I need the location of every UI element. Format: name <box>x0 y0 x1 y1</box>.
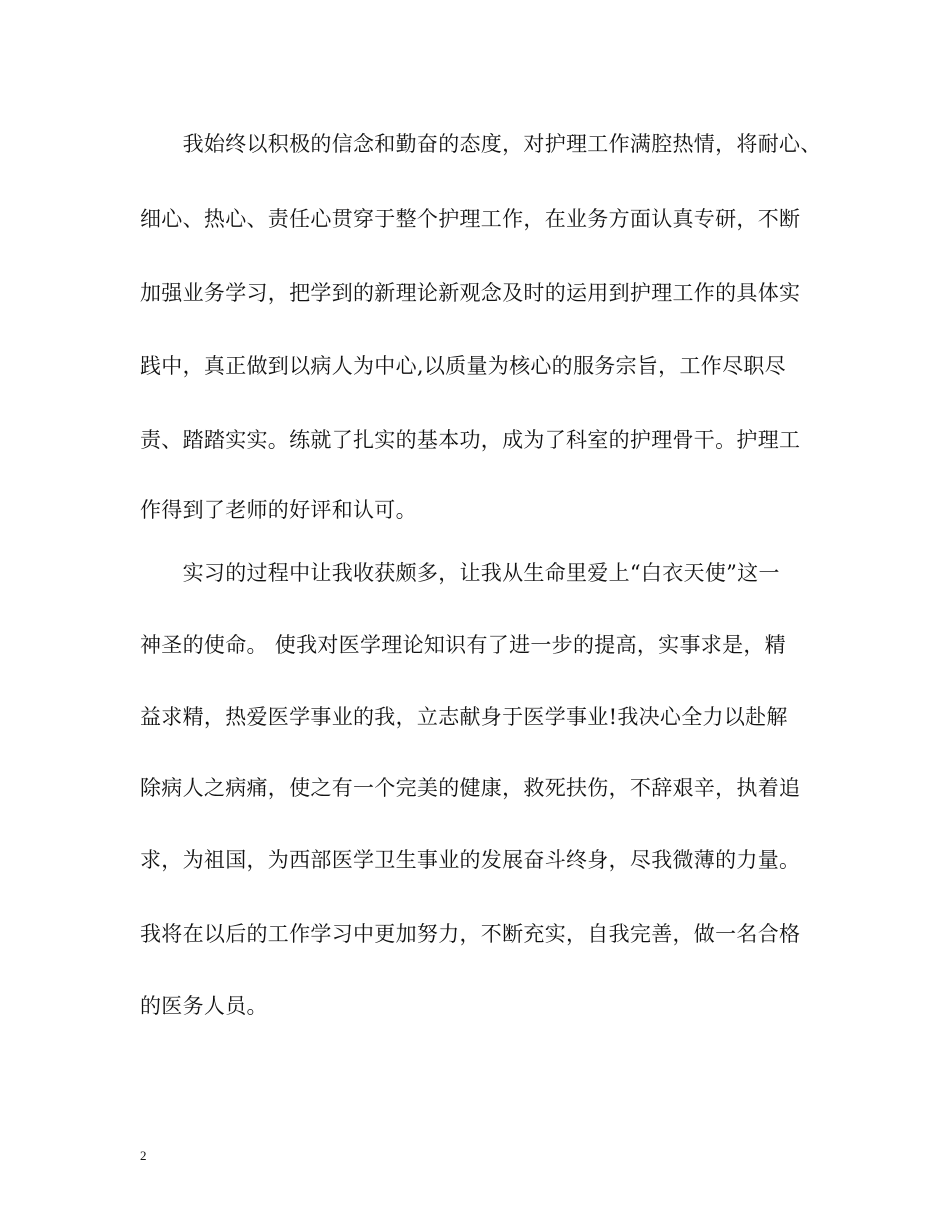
paragraph-2-line-4: 除病人之病痛，使之有一个完美的健康，救死扶伤，不辞艰辛，执着追 <box>140 776 801 800</box>
paragraph-1-line-2: 细心、热心、责任心贯穿于整个护理工作，在业务方面认真专研，不断 <box>140 207 801 231</box>
paragraph-2-line-1: 实习的过程中让我收获颇多，让我从生命里爱上“白衣天使”这一 <box>140 561 780 585</box>
paragraph-2-line-5: 求，为祖国，为西部医学卫生事业的发展奋斗终身，尽我微薄的力量。 <box>140 848 801 872</box>
paragraph-1-line-4: 践中，真正做到以病人为中心,以质量为核心的服务宗旨，工作尽职尽 <box>140 354 786 378</box>
paragraph-1-line-5: 责、踏踏实实。练就了扎实的基本功，成为了科室的护理骨干。护理工 <box>140 428 801 452</box>
paragraph-1-line-3: 加强业务学习，把学到的新理论新观念及时的运用到护理工作的具体实 <box>140 281 801 305</box>
page-number: 2 <box>140 1148 147 1163</box>
paragraph-2-line-6: 我将在以后的工作学习中更加努力，不断充实，自我完善，做一名合格 <box>140 922 801 946</box>
paragraph-1-line-1: 我始终以积极的信念和勤奋的态度，对护理工作满腔热情，将耐心、 <box>140 132 822 156</box>
paragraph-1-line-6: 作得到了老师的好评和认可。 <box>140 498 417 522</box>
paragraph-2-line-2: 神圣的使命。 使我对医学理论知识有了进一步的提高，实事求是，精 <box>140 633 786 657</box>
paragraph-2-line-3: 益求精，热爱医学事业的我，立志献身于医学事业!我决心全力以赴解 <box>140 705 788 729</box>
paragraph-2-line-7: 的医务人员。 <box>140 994 268 1018</box>
